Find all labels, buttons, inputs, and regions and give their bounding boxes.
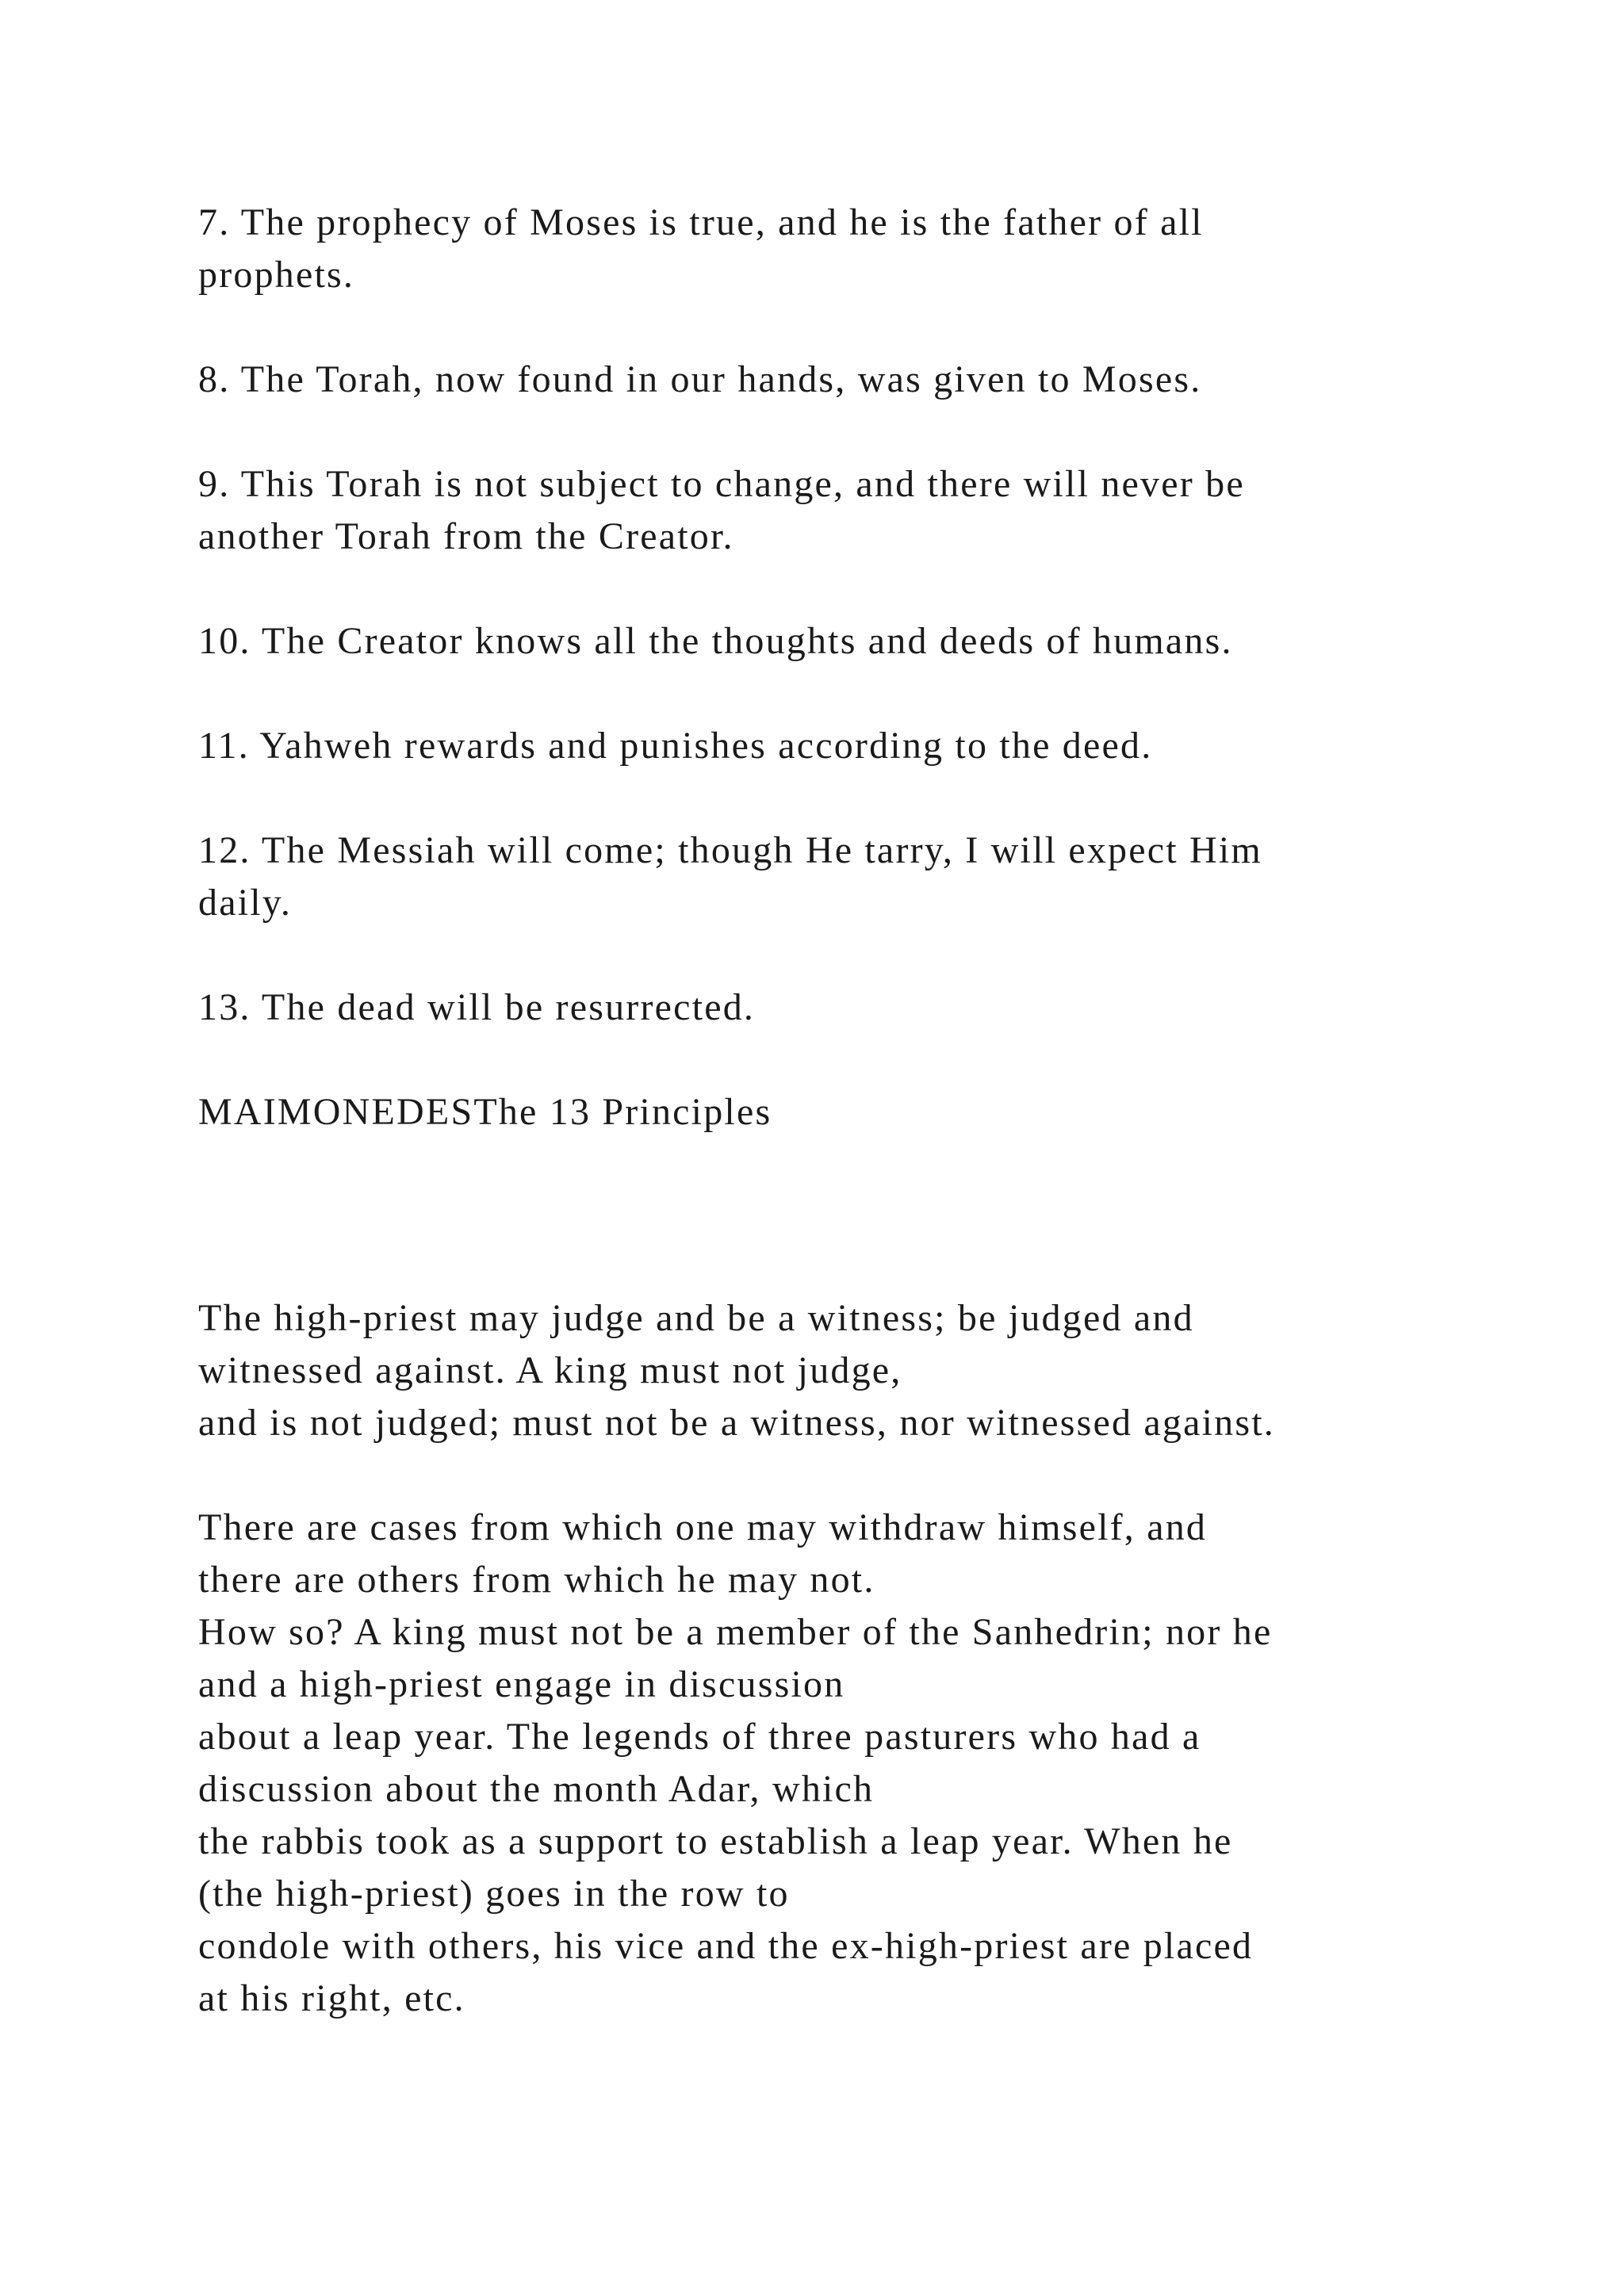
passage2-line-8: (the high-priest) goes in the row to (198, 1873, 790, 1915)
passage2-line-9: condole with others, his vice and the ex-high-priest are placed (198, 1925, 1254, 1967)
passage1-line-3: and is not judged; must not be a witness, nor witnessed against. (198, 1402, 1275, 1444)
principle-12 (198, 825, 1499, 929)
principle-12-line-2: daily. (198, 882, 293, 924)
principle-11 (198, 720, 1499, 772)
principle-9-line-2: another Torah from the Creator. (198, 515, 734, 557)
principle-13-line-1: 13. The dead will be resurrected. (198, 986, 756, 1028)
passage2-line-5: about a leap year. The legends of three pasturers who had a (198, 1716, 1201, 1758)
principle-9 (198, 458, 1499, 563)
passage1-line-1: The high-priest may judge and be a witness; be judged and (198, 1297, 1194, 1339)
principle-7-line-1: 7. The prophecy of Moses is true, and he is the father of all (198, 201, 1204, 243)
passage2-line-6: discussion about the month Adar, which (198, 1768, 875, 1810)
passage2-line-2: there are others from which he may not. (198, 1559, 875, 1601)
principle-10 (198, 615, 1499, 668)
principle-9-line-1: 9. This Torah is not subject to change, and there will never be (198, 463, 1245, 505)
heading-text: MAIMONEDESThe 13 Principles (198, 1091, 772, 1133)
principle-8-line-1: 8. The Torah, now found in our hands, was given to Moses. (198, 358, 1202, 400)
passage2-line-4: and a high-priest engage in discussion (198, 1663, 845, 1705)
principle-8 (198, 354, 1499, 406)
passage2-line-3: How so? A king must not be a member of the Sanhedrin; nor he (198, 1611, 1273, 1653)
passage2-line-7: the rabbis took as a support to establish a leap year. When he (198, 1820, 1233, 1862)
principle-13 (198, 982, 1499, 1034)
passage2-line-10: at his right, etc. (198, 1977, 465, 2019)
principle-10-line-1: 10. The Creator knows all the thoughts and deeds of humans. (198, 620, 1233, 662)
principle-7-line-2: prophets. (198, 254, 355, 296)
passage1-line-2: witnessed against. A king must not judge, (198, 1349, 902, 1391)
principle-12-line-1: 12. The Messiah will come; though He tarry, I will expect Him (198, 829, 1262, 871)
principle-7 (198, 197, 1499, 301)
passage2-line-1: There are cases from which one may withdraw himself, and (198, 1506, 1208, 1548)
passage-withdraw-cases (198, 1502, 1499, 2025)
passage-high-priest-king (198, 1292, 1499, 1449)
principle-11-line-1: 11. Yahweh rewards and punishes according to the deed. (198, 725, 1153, 767)
document-heading (198, 1086, 1499, 1138)
